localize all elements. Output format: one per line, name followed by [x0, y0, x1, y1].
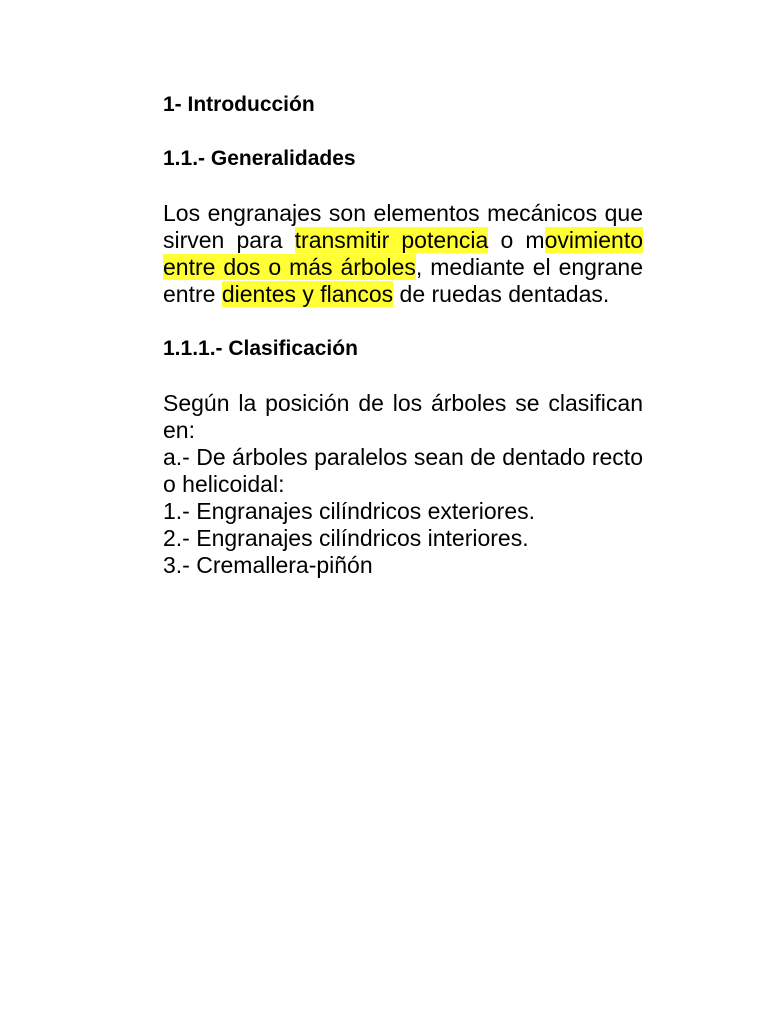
highlight-movimiento: ovimiento entre dos o más árboles [163, 227, 643, 280]
heading-clasificacion: 1.1.1.- Clasificación [163, 337, 358, 360]
paragraph-engranajes [163, 200, 643, 308]
list-item: 3.- Cremallera-piñón [163, 552, 373, 578]
highlight-transmitir-potencia: transmitir potencia [294, 227, 489, 253]
document-page [163, 92, 643, 579]
paragraph-text-4: de ruedas dentadas. [393, 281, 610, 307]
list-item: 1.- Engranajes cilíndricos exteriores. [163, 498, 535, 524]
list-item: 2.- Engranajes cilíndricos interiores. [163, 525, 529, 551]
paragraph-posicion: Según la posición de los árboles se clasifican en: [163, 390, 643, 443]
paragraph-text-1: Los engranajes son elementos mecánicos que sirven para [163, 200, 643, 253]
highlight-dientes-flancos: dientes y flancos [221, 281, 394, 307]
paragraph-arboles-paralelos: a.- De árboles paralelos sean de dentado recto o helicoidal: [163, 444, 643, 497]
paragraph-text-3: , mediante el engrane entre [163, 254, 643, 307]
heading-generalidades: 1.1.- Generalidades [163, 147, 356, 170]
heading-introduccion: 1- Introducción [163, 93, 315, 116]
paragraph-text-2: o m [488, 227, 545, 253]
